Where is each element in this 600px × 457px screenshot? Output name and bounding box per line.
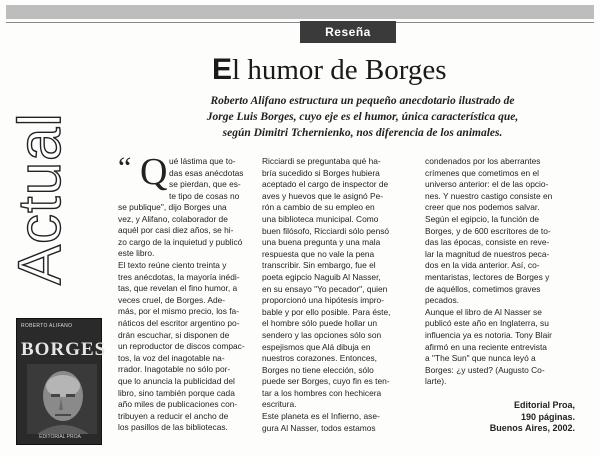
text-line: drán escuchar, si disponen de <box>118 329 230 340</box>
text-line: ué lástima que to- <box>169 156 236 166</box>
vertical-title-text: Actual <box>6 112 73 285</box>
section-tag: Reseña <box>300 21 396 43</box>
book-cover-image <box>16 318 107 445</box>
publication-credit <box>440 400 575 435</box>
text-line: una buena pregunta y una mala <box>262 237 381 248</box>
credit-line: 190 páginas. <box>520 411 575 422</box>
credit-line: Buenos Aires, 2002. <box>489 423 575 433</box>
text-line: tas, que revelan el fino humor, a <box>118 283 238 294</box>
book-author: ROBERTO ALIFANO <box>21 323 73 329</box>
text-line: tres anécdotas, la mayoría inédi- <box>118 271 240 282</box>
text-line: bría sucedido si Borges hubiera <box>262 167 380 178</box>
text-line: das las épocas, consiste en reve- <box>425 237 550 248</box>
text-line: bable y por ello posible. Para éste, <box>262 306 391 317</box>
text-line: escritura. <box>262 399 297 410</box>
text-line: El texto reúne ciento treinta y <box>118 259 227 270</box>
lead-paragraph <box>150 93 575 148</box>
headline-rest: l humor de Borges <box>232 54 447 86</box>
column-1-top <box>169 156 259 202</box>
headline <box>212 53 532 89</box>
text-line: año miles de publicaciones con- <box>118 399 238 410</box>
text-line: mentaristas, lectores de Borges y <box>425 271 550 282</box>
text-line: el hombre sólo puede hollar un <box>262 318 378 329</box>
lead-line: según Dimitri Tchernienko, nos diferencia de los animales. <box>222 127 503 139</box>
text-line: libro, sino también porque cada <box>118 387 235 398</box>
text-line: larte). <box>425 376 447 387</box>
text-line: Aunque el libro de Al Nasser se <box>425 306 542 317</box>
lead-line: Jorge Luis Borges, cuyo eje es el humor, única característica que, <box>206 111 519 123</box>
text-line: se pierdan, que es- <box>169 179 241 190</box>
book-publisher: EDITORIAL PROA <box>39 434 81 440</box>
text-line: en su ensayo "Yo pecador", quien <box>262 283 388 294</box>
credit-line: Editorial Proa, <box>513 400 575 410</box>
lead-line: Roberto Alifano estructura un pequeño anecdotario ilustrado de <box>210 95 515 107</box>
text-line: proporcionó una hipótesis impro- <box>262 295 384 306</box>
text-line: nuestros corazones. Entonces, <box>262 353 377 364</box>
text-line: tos, la voz del inagotable na- <box>118 352 225 363</box>
text-line: Ricciardi se preguntaba qué ha- <box>262 156 381 166</box>
text-line: los pasillos de las bibliotecas. <box>118 422 228 433</box>
text-line: publicó este año en Inglaterra, su <box>425 318 549 329</box>
text-line: que lo anuncia la publicidad del <box>118 375 235 386</box>
text-line: Este planeta es el Infierno, ase- <box>262 411 380 422</box>
text-line: este libro. <box>118 248 155 259</box>
text-line: crímenes que cometimos en el <box>425 167 540 178</box>
text-line: gura Al Nasser, todos estamos <box>262 422 376 433</box>
text-line: influencia ya es notoria. Tony Blair <box>425 329 552 340</box>
text-line: zo cargo de la inquietud y publicó <box>118 236 243 247</box>
text-line: dos en la vida anterior. Así, co- <box>425 260 540 271</box>
book-title: BORGES <box>21 339 107 360</box>
text-line: buen filósofo, Ricciardi sólo pensó <box>262 225 390 236</box>
text-line: más, por el mismo precio, los fa- <box>118 306 240 317</box>
column-2 <box>262 156 412 434</box>
text-line: sendero y las opciones sólo son <box>262 329 382 340</box>
text-line: respuesta que no vale la pena <box>262 248 375 259</box>
text-line: nes. Y nuestro castigo consiste en <box>425 190 553 201</box>
column-1 <box>118 202 258 434</box>
opening-quote: “ <box>118 151 132 184</box>
text-line: Borges no tiene elección, sólo <box>262 364 374 375</box>
text-line: tribuyen a reducir el ancho de <box>118 410 229 421</box>
vertical-title-graphic <box>6 40 73 290</box>
text-line: das esas anécdotas <box>169 167 244 178</box>
portrait-illustration <box>27 364 97 434</box>
text-line: aceptado el cargo de inspector de <box>262 179 389 190</box>
text-line: puede ser Borges, cuyo fin es ten- <box>262 376 390 387</box>
text-line: transcribir. Sin embargo, fue el <box>262 260 376 271</box>
text-line: veces cruel, de Borges. Ade- <box>118 294 226 305</box>
text-line: condenados por los aberrantes <box>425 156 541 166</box>
text-line: universo anterior: el de las opcio- <box>425 179 549 190</box>
text-line: aquél por casi diez años, se hi- <box>118 225 234 236</box>
column-3 <box>425 156 590 388</box>
text-line: creer que nos podemos salvar. <box>425 202 540 213</box>
text-line: de aquéllos, cometimos graves <box>425 283 541 294</box>
text-line: lar la magnitud de nuestros peca- <box>425 248 550 259</box>
text-line: vez, y Alifano, colaborador de <box>118 213 228 224</box>
text-line: aves y huevos que le asignó Pe- <box>262 190 384 201</box>
drop-cap: Q <box>140 151 168 193</box>
text-line: tar a los hombres con hechicera <box>262 387 382 398</box>
text-line: rón a cambio de su empleo en <box>262 202 375 213</box>
text-line: se publique", dijo Borges una <box>118 202 227 212</box>
text-line: Borges: ¿y usted? (Augusto Co- <box>425 364 545 375</box>
text-line: náticos del escritor argentino po- <box>118 317 240 328</box>
text-line: pecados. <box>425 295 459 306</box>
text-line: un reproductor de discos compac- <box>118 341 245 352</box>
text-line: Borges, y de 600 escritores de to- <box>425 225 551 236</box>
text-line: Según el egipcio, la función de <box>425 213 540 224</box>
text-line: poeta egipcio Naguib Al Nasser, <box>262 271 381 282</box>
text-line: espejismos que Alá dibuja en <box>262 341 371 352</box>
top-bar <box>6 5 594 19</box>
headline-initial: E <box>212 53 233 86</box>
text-line: a "The Sun" que nunca leyó a <box>425 353 536 364</box>
text-line: una biblioteca municipal. Como <box>262 213 379 224</box>
vertical-section-title <box>6 40 73 290</box>
text-line: te tipo de cosas no <box>169 190 240 201</box>
text-line: rrador. Inagotable no sólo por- <box>118 364 231 375</box>
text-line: afirmó en una reciente entrevista <box>425 341 547 352</box>
